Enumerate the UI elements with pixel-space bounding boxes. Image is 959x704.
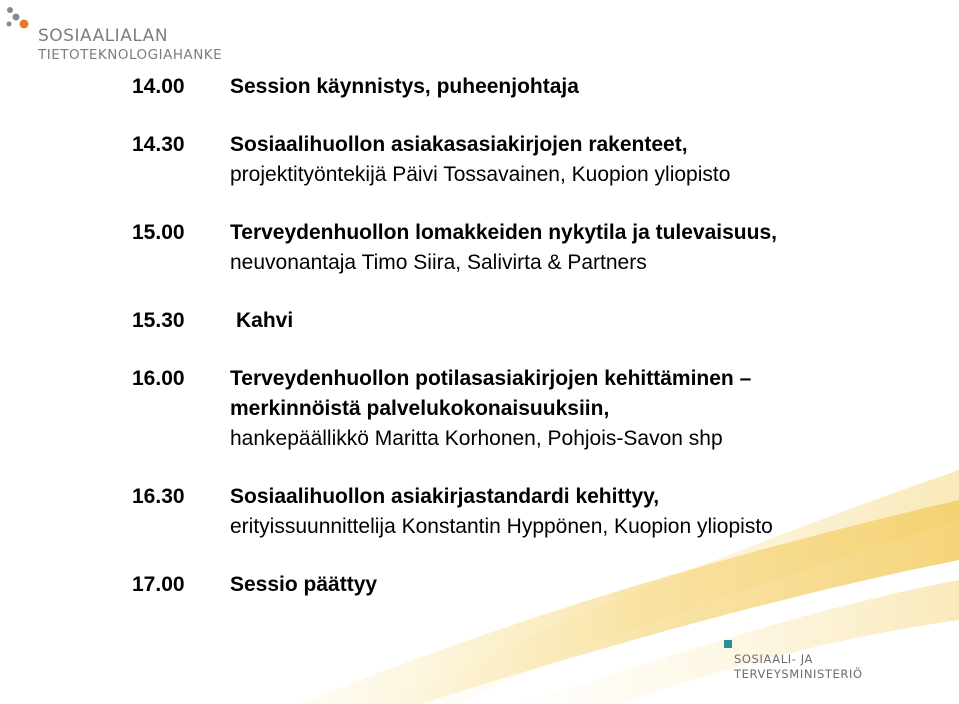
agenda-item — [132, 570, 892, 600]
agenda-item — [132, 482, 892, 542]
agenda-item — [132, 218, 892, 278]
agenda-time: 15.00 — [132, 221, 185, 244]
sosiaalialan-logo — [4, 4, 264, 68]
agenda-time: 14.30 — [132, 133, 185, 156]
agenda-item — [132, 130, 892, 190]
agenda-item — [132, 306, 892, 336]
agenda-time: 17.00 — [132, 573, 185, 596]
agenda-time: 16.30 — [132, 485, 185, 508]
logo-line-1: SOSIAALIALAN — [38, 26, 169, 46]
agenda-title: Sosiaalihuollon asiakirjastandardi kehittyy, — [230, 485, 660, 508]
agenda-item — [132, 72, 892, 102]
ministry-logo-line-2: TERVEYSMINISTERIÖ — [734, 667, 863, 681]
agenda-title: Terveydenhuollon lomakkeiden nykytila ja tulevaisuus, — [230, 221, 777, 244]
agenda-title: Kahvi — [236, 309, 294, 332]
agenda — [132, 72, 892, 600]
ministry-logo-line-1: SOSIAALI- JA — [734, 652, 813, 666]
agenda-speaker: neuvonantaja Timo Siira, Salivirta & Partners — [230, 251, 647, 274]
agenda-title: Terveydenhuollon potilasasiakirjojen kehittäminen – — [230, 367, 752, 390]
agenda-time: 14.00 — [132, 75, 185, 98]
logo-line-2: TIETOTEKNOLOGIAHANKE — [38, 47, 223, 63]
ministry-square-icon — [724, 640, 732, 648]
agenda-time: 15.30 — [132, 309, 185, 332]
agenda-speaker: hankepäällikkö Maritta Korhonen, Pohjois-Savon shp — [230, 427, 723, 450]
agenda-title-continued: merkinnöistä palvelukokonaisuuksiin, — [230, 397, 610, 420]
ministry-logo — [724, 640, 924, 690]
agenda-item — [132, 364, 892, 454]
agenda-speaker: erityissuunnittelija Konstantin Hyppönen, Kuopion yliopisto — [230, 515, 773, 538]
agenda-title: Sessio päättyy — [230, 573, 378, 596]
agenda-title: Session käynnistys, puheenjohtaja — [230, 75, 579, 98]
agenda-title: Sosiaalihuollon asiakasasiakirjojen rakenteet, — [230, 133, 688, 156]
agenda-time: 16.00 — [132, 367, 185, 390]
agenda-speaker: projektityöntekijä Päivi Tossavainen, Kuopion yliopisto — [230, 163, 731, 186]
